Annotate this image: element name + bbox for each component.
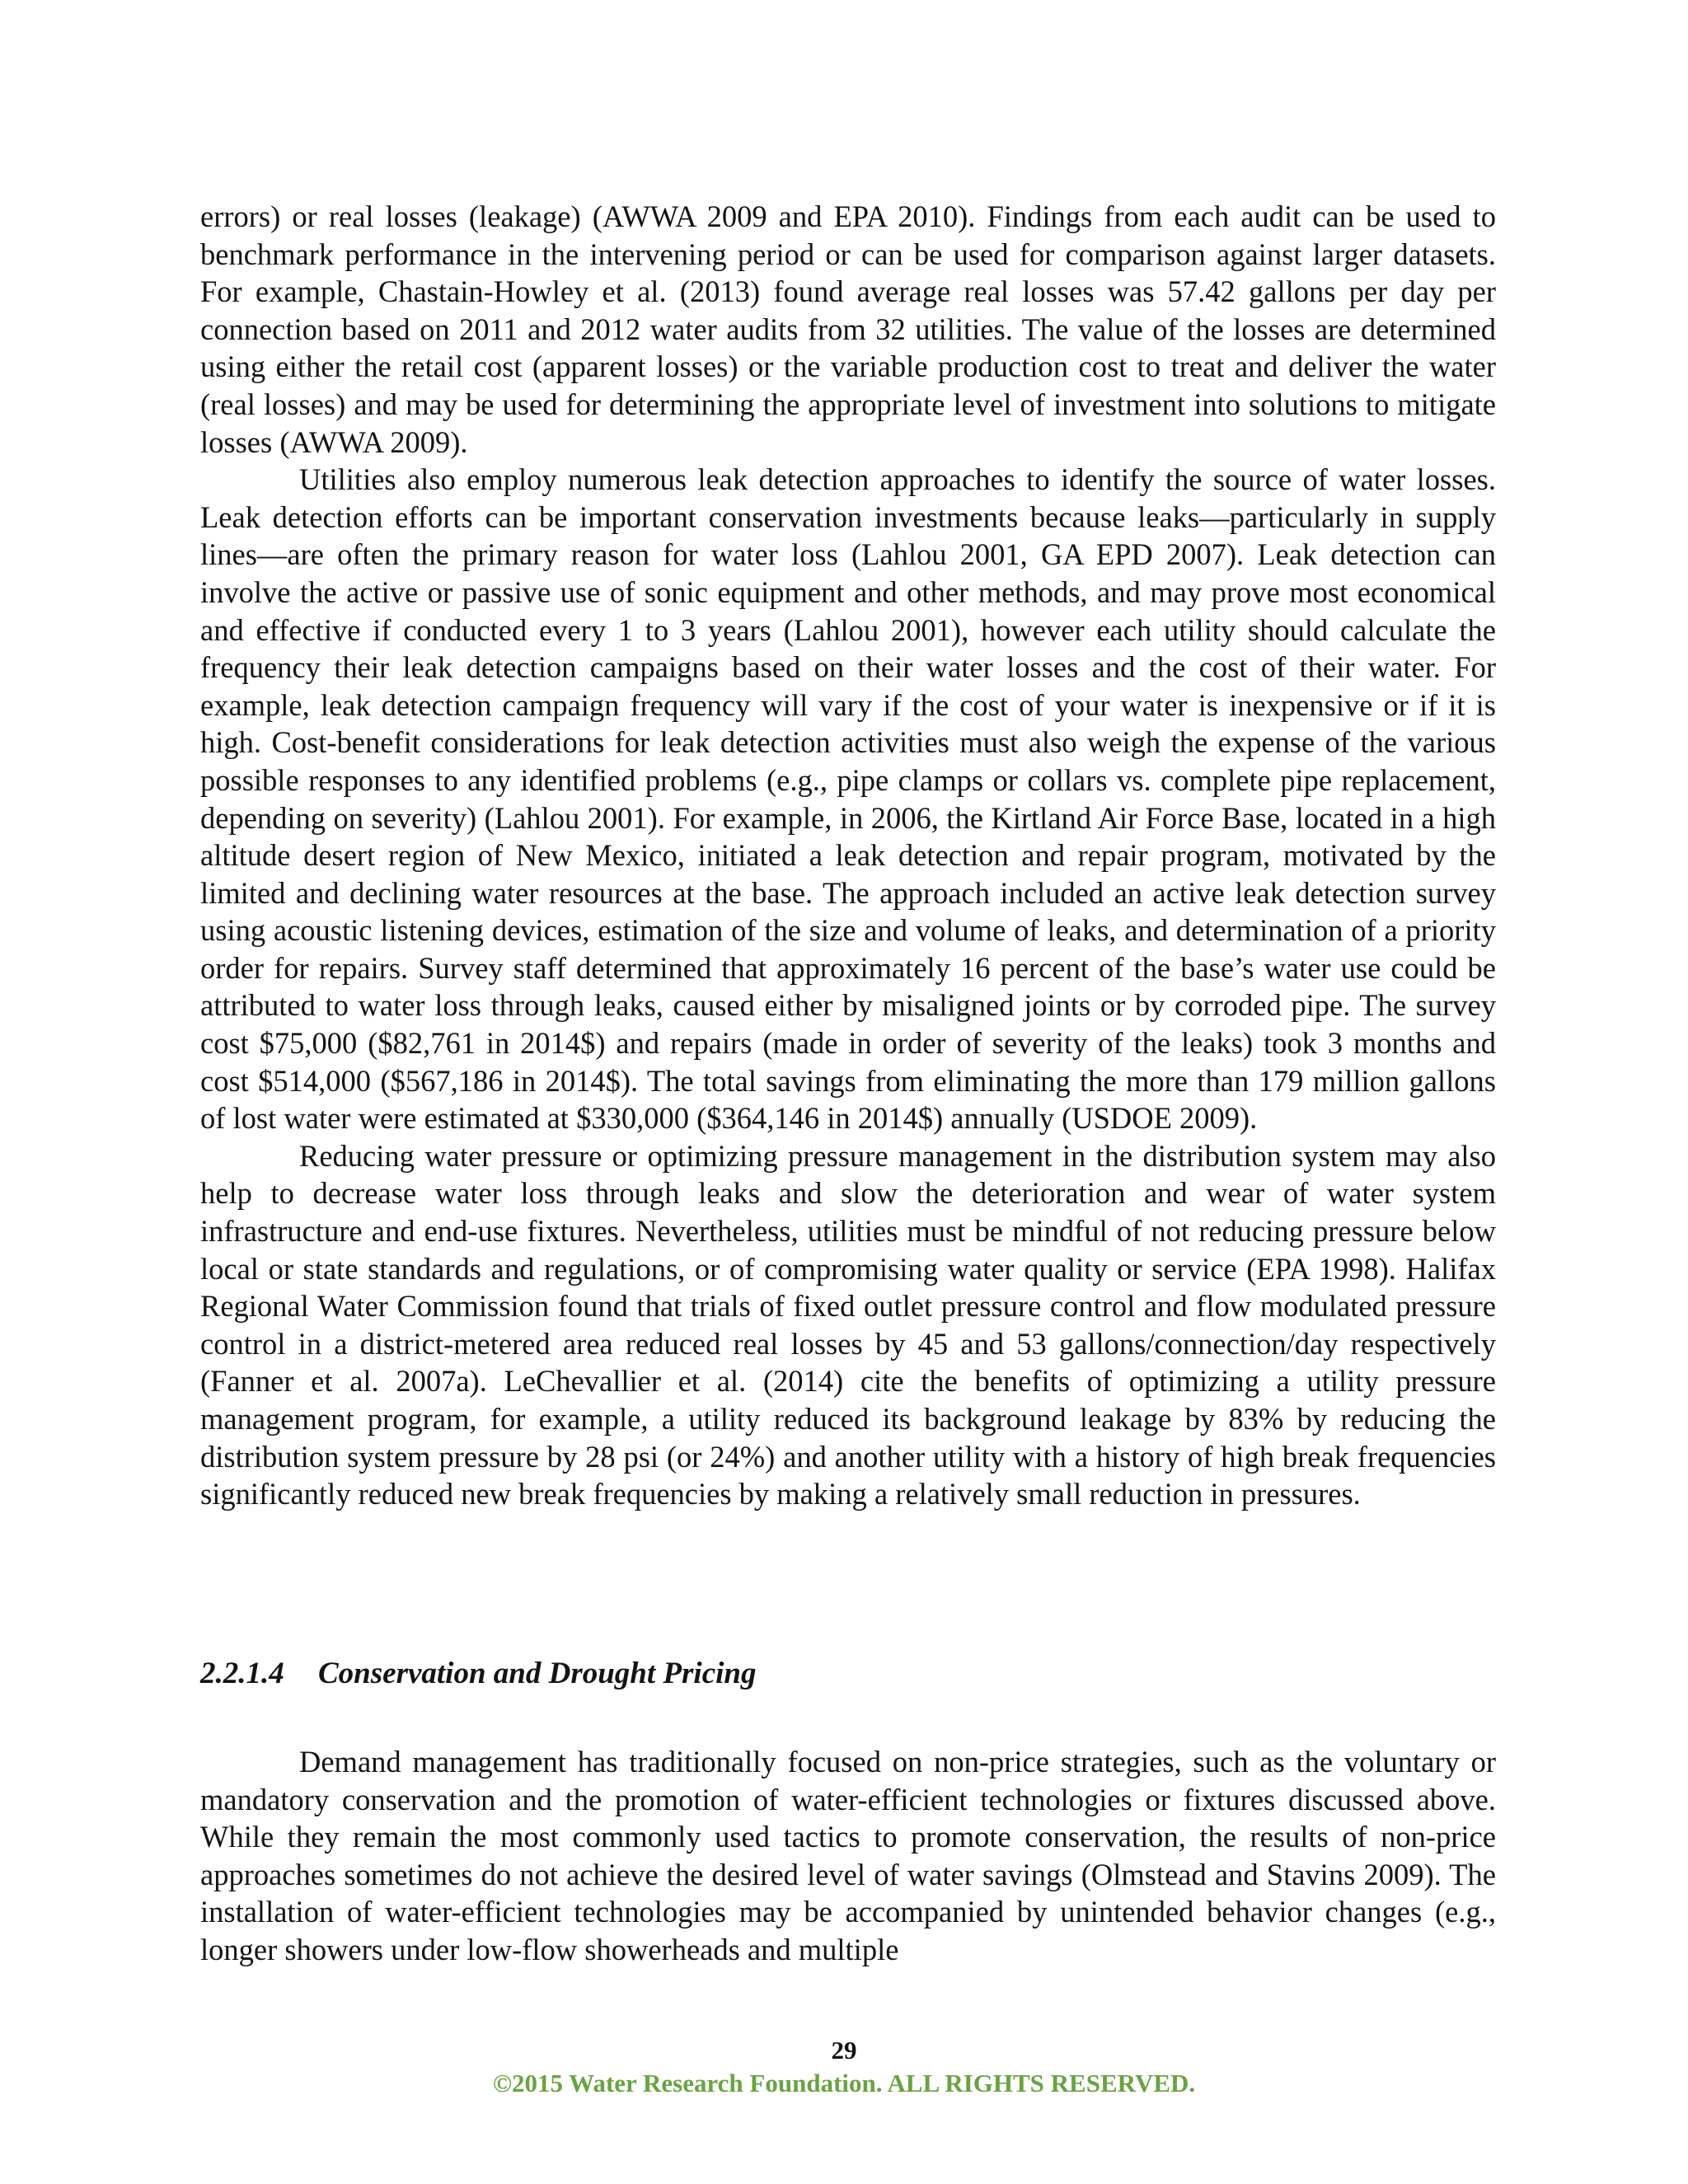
section-title: Conservation and Drought Pricing <box>318 1657 757 1690</box>
paragraph-pressure-management: Reducing water pressure or optimizing pressure management in the distribution system may also help to decrease water loss through leaks and slow the deterioration and wear of water system infrastructure and end-use fixtures. Nevertheless, utilities must be mindful of not reducing pressure below local or state standards and regulations, or of compromising water quality or service (EPA 1998). Halifax Regional Water Commission found that trials of fixed outlet pressure control and flow modulated pressure control in a district-metered area reduced real losses by 45 and 53 gallons/connection/day respectively (Fanner et al. 2007a). LeChevallier et al. (2014) cite the benefits of optimizing a utility pressure management program, for example, a utility reduced its background leakage by 83% by reducing the distribution system pressure by 28 psi (or 24%) and another utility with a history of high break frequencies significantly reduced new break frequencies by making a relatively small reduction in pressures. <box>200 1138 1496 1511</box>
section-number: 2.2.1.4 <box>200 1657 284 1690</box>
copyright-notice: ©2015 Water Research Foundation. ALL RIGHTS RESERVED. <box>492 2069 1196 2097</box>
section-body-text <box>200 1743 1496 1969</box>
paragraph-demand-management: Demand management has traditionally focused on non-price strategies, such as the voluntary or mandatory conservation and the promotion of water-efficient technologies or fixtures discussed above. While they remain the most commonly used tactics to promote conservation, the results of non-price approaches sometimes do not achieve the desired level of water savings (Olmstead and Stavins 2009). The installation of water-efficient technologies may be accompanied by unintended behavior changes (e.g., longer showers under low-flow showerheads and multiple <box>200 1745 1496 1966</box>
body-text <box>200 198 1496 1513</box>
paragraph-leak-detection: Utilities also employ numerous leak detection approaches to identify the source of water losses. Leak detection efforts can be important conservation investments because leaks—particularly in supply lines—are often the primary reason for water loss (Lahlou 2001, GA EPD 2007). Leak detection can involve the active or passive use of sonic equipment and other methods, and may prove most economical and effective if conducted every 1 to 3 years (Lahlou 2001), however each utility should calculate the frequency their leak detection campaigns based on their water losses and the cost of their water. For example, leak detection campaign frequency will vary if the cost of your water is inexpensive or if it is high. Cost-benefit considerations for leak detection activities must also weigh the expense of the various possible responses to any identified problems (e.g., pipe clamps or collars vs. complete pipe replacement, depending on severity) (Lahlou 2001). For example, in 2006, the Kirtland Air Force Base, located in a high altitude desert region of New Mexico, initiated a leak detection and repair program, motivated by the limited and declining water resources at the base. The approach included an active leak detection survey using acoustic listening devices, estimation of the size and volume of leaks, and determination of a priority order for repairs. Survey staff determined that approximately 16 percent of the base’s water use could be attributed to water loss through leaks, caused either by misaligned joints or by corroded pipe. The survey cost $75,000 ($82,761 in 2014$) and repairs (made in order of severity of the leaks) took 3 months and cost $514,000 ($567,186 in 2014$). The total savings from eliminating the more than 179 million gallons of lost water were estimated at $330,000 ($364,146 in 2014$) annually (USDOE 2009). <box>200 462 1496 1136</box>
section-heading <box>200 1655 1496 1693</box>
page-number: 29 <box>831 2036 857 2064</box>
paragraph-audit-continuation: errors) or real losses (leakage) (AWWA 2009 and EPA 2010). Findings from each audit can be used to benchmark performance in the intervening period or can be used for comparison against larger datasets. For example, Chastain-Howley et al. (2013) found average real losses was 57.42 gallons per day per connection based on 2011 and 2012 water audits from 32 utilities. The value of the losses are determined using either the retail cost (apparent losses) or the variable production cost to treat and deliver the water (real losses) and may be used for determining the appropriate level of investment into solutions to mitigate losses (AWWA 2009). <box>200 199 1496 459</box>
